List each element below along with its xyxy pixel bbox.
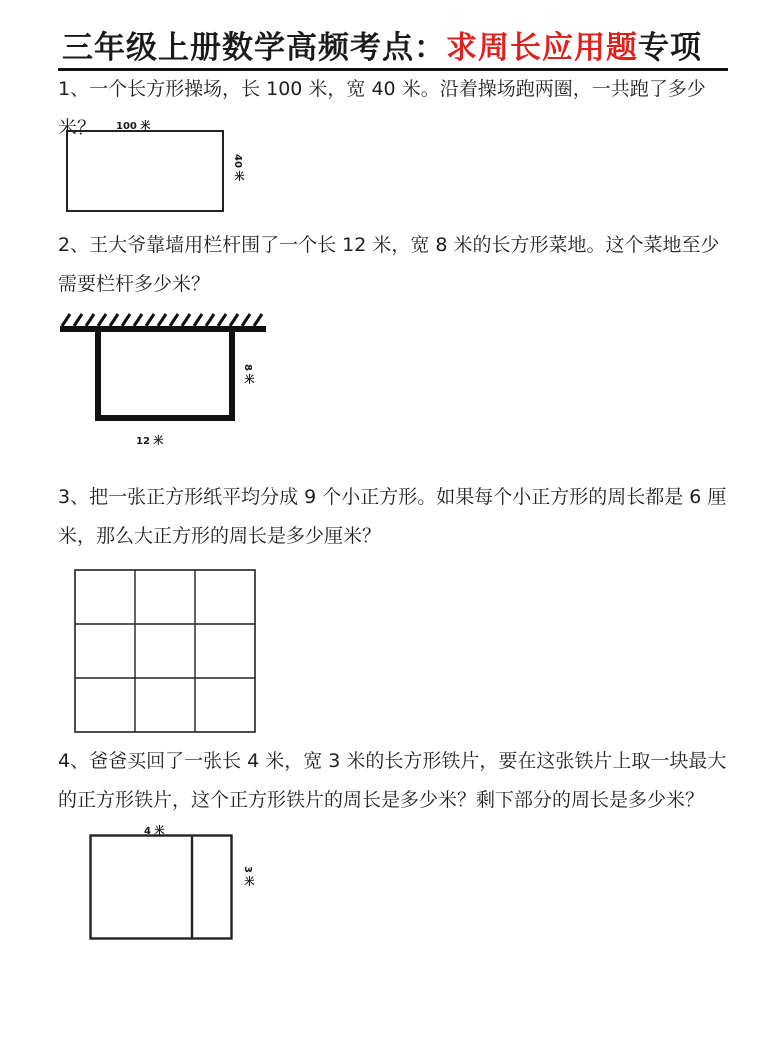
question-1-rectangle (66, 130, 224, 212)
question-3-grid (74, 569, 256, 733)
question-4-length-label: 4 米 (144, 826, 165, 837)
question-2-length-label: 12 米 (136, 436, 164, 447)
title-tail: 专项 (638, 30, 702, 66)
page-title (62, 26, 722, 70)
question-2-wall (60, 314, 266, 332)
question-2-text: 2、王大爷靠墙用栏杆围了一个长 12 米，宽 8 米的长方形菜地。这个菜地至少需要栏杆多少米？ (58, 234, 720, 295)
question-2-fence (98, 332, 232, 418)
question-4-text: 4、爸爸买回了一张长 4 米，宽 3 米的长方形铁片，要在这张铁片上取一块最大的正方形铁片，这个正方形铁片的周长是多少米？剩下部分的周长是多少米？ (58, 750, 727, 811)
title-highlight: 求周长应用题 (446, 30, 638, 66)
question-4-width-label: 3 米 (242, 866, 253, 887)
question-2-width-label: 8 米 (242, 364, 253, 385)
question-3-text: 3、把一张正方形纸平均分成 9 个小正方形。如果每个小正方形的周长都是 6 厘米，那么大正方形的周长是多少厘米？ (58, 486, 727, 547)
question-4-rectangle (89, 834, 233, 940)
question-1-width-label: 40 米 (232, 154, 243, 182)
title-main: 三年级上册数学高频考点： (62, 30, 446, 66)
question-1-length-label: 100 米 (116, 121, 151, 132)
question-2-fence-diagram (58, 308, 268, 424)
question-1-text: 1、一个长方形操场，长 100 米，宽 40 米。沿着操场跑两圈，一共跑了多少米？ (58, 78, 706, 139)
